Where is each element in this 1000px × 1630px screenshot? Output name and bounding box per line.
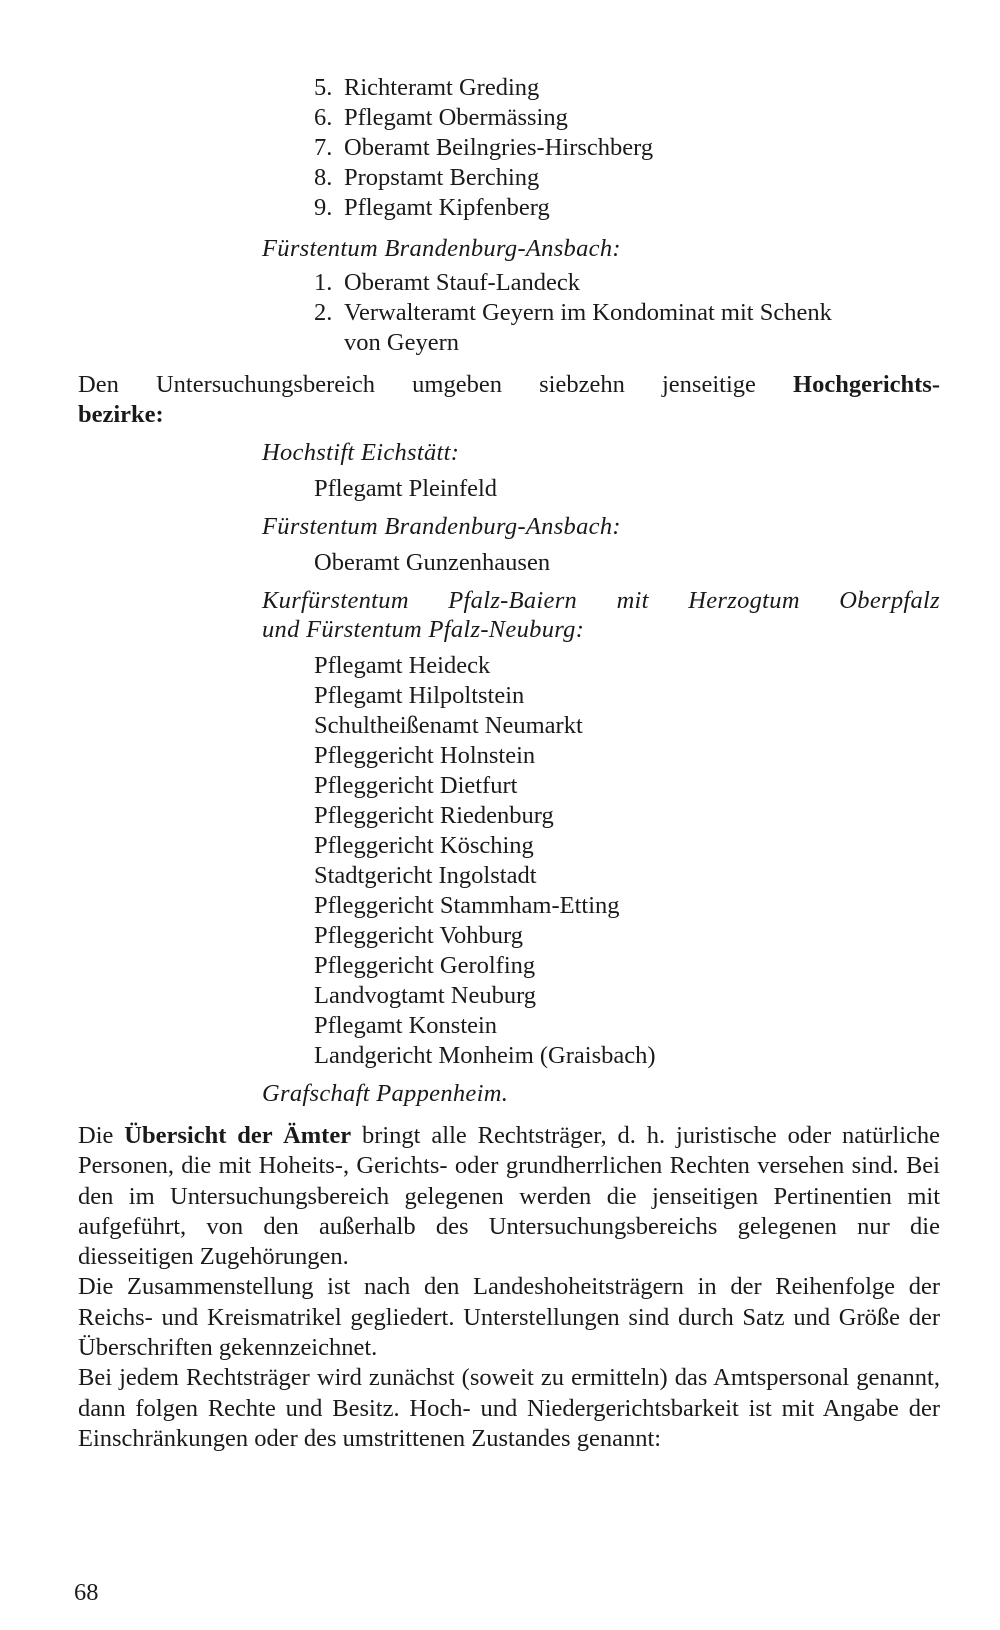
list-item: Pflegamt Hilpoltstein bbox=[314, 682, 525, 709]
list-item: 7. Oberamt Beilngries-Hirschberg bbox=[314, 134, 654, 161]
list-item: Pfleggericht Kösching bbox=[314, 832, 534, 859]
list-item: Landvogtamt Neuburg bbox=[314, 982, 537, 1009]
paragraph: Die Zusammenstellung ist nach den Landeshoheitsträgern in der Reihenfolge der Reichs- und Kreismatrikel gegliedert. Unterstellungen sind durch Satz und Größe der Überschriften gekennzeichnet. bbox=[78, 1273, 940, 1362]
list-item: Pflegamt Konstein bbox=[314, 1012, 498, 1039]
list-item: Pfleggericht Holnstein bbox=[314, 742, 536, 769]
section-heading-brandenburg: Fürstentum Brandenburg-Ansbach: bbox=[262, 235, 621, 262]
list-item: Landgericht Monheim (Graisbach) bbox=[314, 1042, 656, 1069]
body-text bbox=[78, 1121, 940, 1454]
intro-line: Den Untersuchungsbereich umgeben siebzehn jenseitige Hochgerichts- bbox=[78, 371, 940, 398]
section-heading-pfalz: Kurfürstentum Pfalz-Baiern mit Herzogtum Oberpfalz bbox=[262, 587, 940, 614]
list-item: 6. Pflegamt Obermässing bbox=[314, 104, 568, 131]
list-item-continuation: von Geyern bbox=[344, 329, 459, 356]
list-item: Pflegamt Pleinfeld bbox=[314, 475, 498, 502]
list-item: 5. Richteramt Greding bbox=[314, 74, 540, 101]
paragraph: Bei jedem Rechtsträger wird zunächst (soweit zu ermitteln) das Amtspersonal genannt, dann folgen Rechte und Besitz. Hoch- und Niedergerichtsbarkeit ist mit Angabe der Einschränkungen oder des umstrittenen Zustandes genannt: bbox=[78, 1364, 940, 1452]
section-heading-pfalz: und Fürstentum Pfalz-Neuburg: bbox=[262, 616, 585, 643]
page-number: 68 bbox=[74, 1579, 99, 1606]
list-item: Pfleggericht Riedenburg bbox=[314, 802, 554, 829]
list-item: Stadtgericht Ingolstadt bbox=[314, 862, 537, 889]
list-item: Schultheißenamt Neumarkt bbox=[314, 712, 583, 739]
list-item: Pfleggericht Vohburg bbox=[314, 922, 523, 949]
paragraph: Die Übersicht der Ämter bringt alle Rechtsträger, d. h. juristische oder natürliche Personen, die mit Hoheits-, Gerichts- oder grundherrlichen Rechten versehen sind. Bei den im Untersuchungsbereich gelegenen werden die jenseitigen Pertinentien mit aufgeführt, von den außerhalb des Untersuchungsbereichs gelegenen nur die diesseitigen Zugehörungen. bbox=[78, 1122, 940, 1271]
list-item: Pfleggericht Stammham-Etting bbox=[314, 892, 620, 919]
list-item: Oberamt Gunzenhausen bbox=[314, 549, 551, 576]
section-heading-brandenburg: Fürstentum Brandenburg-Ansbach: bbox=[262, 513, 621, 540]
intro-line-bold: bezirke: bbox=[78, 401, 164, 428]
list-item: 1. Oberamt Stauf-Landeck bbox=[314, 269, 581, 296]
section-heading-eichstaett: Hochstift Eichstätt: bbox=[262, 439, 460, 466]
list-item: Pfleggericht Dietfurt bbox=[314, 772, 518, 799]
list-item: Pflegamt Heideck bbox=[314, 652, 491, 679]
list-item: 9. Pflegamt Kipfenberg bbox=[314, 194, 550, 221]
section-heading-pappenheim: Grafschaft Pappenheim. bbox=[262, 1080, 509, 1107]
list-item: Pfleggericht Gerolfing bbox=[314, 952, 536, 979]
list-item: 2. Verwalteramt Geyern im Kondominat mit Schenk bbox=[314, 299, 832, 326]
list-item: 8. Propstamt Berching bbox=[314, 164, 540, 191]
